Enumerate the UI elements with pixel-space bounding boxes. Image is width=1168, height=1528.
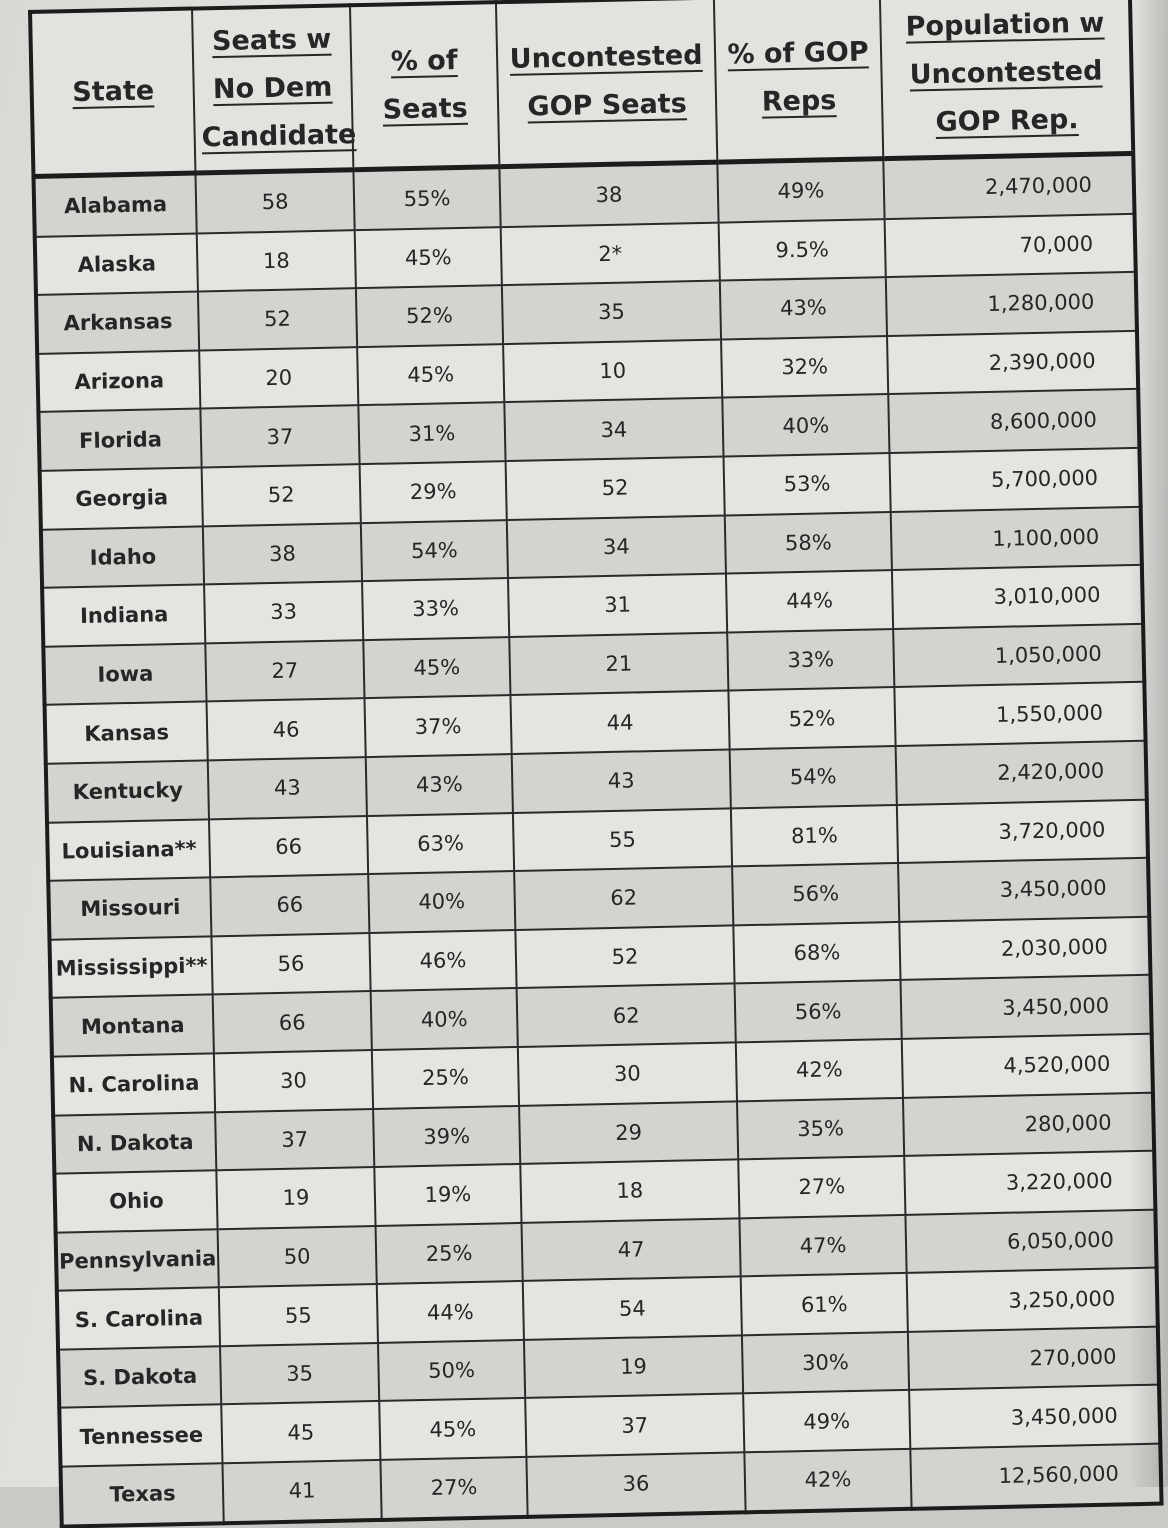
cell-state: Pennsylvania (56, 1229, 219, 1291)
cell-state: Arkansas (36, 292, 199, 354)
cell-pct-seats: 37% (364, 695, 511, 757)
page-edge-shadow (1128, 0, 1168, 1487)
cell-uncontested-gop: 43 (512, 749, 731, 812)
cell-population: 3,450,000 (909, 1385, 1160, 1449)
table-sheet (28, 0, 1168, 1507)
cell-uncontested-gop: 34 (504, 398, 723, 461)
header-uncontested-gop: Uncontested GOP Seats (496, 0, 717, 167)
cell-pct-gop-reps: 40% (722, 394, 889, 456)
cell-uncontested-gop: 35 (502, 281, 721, 344)
cell-uncontested-gop: 30 (518, 1042, 737, 1105)
cell-uncontested-gop: 62 (514, 867, 733, 930)
table-header (30, 0, 1133, 176)
cell-uncontested-gop: 52 (515, 925, 734, 988)
cell-state: N. Dakota (53, 1112, 216, 1174)
cell-state: Missouri (48, 877, 211, 939)
cell-seats-no-dem: 38 (203, 523, 362, 585)
cell-seats-no-dem: 41 (222, 1460, 381, 1523)
cell-uncontested-gop: 10 (503, 339, 722, 402)
cell-state: Alabama (33, 173, 196, 236)
cell-seats-no-dem: 18 (197, 230, 356, 292)
cell-pct-seats: 45% (363, 637, 510, 699)
cell-pct-seats: 39% (373, 1105, 520, 1167)
cell-seats-no-dem: 52 (198, 288, 357, 350)
cell-uncontested-gop: 44 (510, 691, 729, 754)
cell-pct-gop-reps: 49% (717, 159, 884, 223)
header-seats-no-dem: Seats w No Dem Candidate (192, 5, 353, 173)
cell-pct-seats: 43% (366, 754, 513, 816)
cell-population: 3,250,000 (907, 1268, 1158, 1332)
cell-uncontested-gop: 55 (513, 808, 732, 871)
cell-seats-no-dem: 33 (204, 581, 363, 643)
cell-seats-no-dem: 50 (218, 1226, 377, 1288)
header-state: State (30, 9, 195, 177)
cell-population: 3,450,000 (898, 858, 1149, 922)
uncontested-seats-table (28, 0, 1164, 1528)
cell-state: Alaska (35, 233, 198, 295)
cell-seats-no-dem: 20 (199, 347, 358, 409)
cell-seats-no-dem: 43 (208, 757, 367, 819)
cell-pct-seats: 40% (371, 988, 518, 1050)
cell-pct-seats: 63% (367, 813, 514, 875)
cell-population: 1,280,000 (886, 272, 1137, 336)
cell-pct-seats: 31% (358, 402, 505, 464)
cell-state: Idaho (41, 526, 204, 588)
cell-pct-gop-reps: 30% (742, 1332, 909, 1394)
cell-population: 5,700,000 (889, 448, 1140, 512)
cell-pct-gop-reps: 53% (724, 453, 891, 515)
cell-pct-seats: 25% (372, 1047, 519, 1109)
cell-uncontested-gop: 21 (509, 632, 728, 695)
cell-seats-no-dem: 45 (221, 1401, 380, 1463)
cell-pct-gop-reps: 27% (738, 1156, 905, 1218)
cell-state: Montana (51, 995, 214, 1057)
header-population: Population w Uncontested GOP Rep. (880, 0, 1133, 159)
cell-seats-no-dem: 56 (211, 933, 370, 995)
cell-pct-gop-reps: 61% (741, 1273, 908, 1335)
cell-pct-seats: 19% (374, 1164, 521, 1226)
cell-pct-gop-reps: 68% (733, 922, 900, 984)
cell-seats-no-dem: 66 (213, 991, 372, 1053)
cell-uncontested-gop: 34 (507, 515, 726, 578)
cell-uncontested-gop: 62 (517, 984, 736, 1047)
cell-population: 3,220,000 (904, 1151, 1155, 1215)
cell-pct-seats: 55% (353, 167, 500, 230)
cell-state: Arizona (37, 350, 200, 412)
header-pct-seats: % of Seats (350, 2, 499, 170)
cell-pct-gop-reps: 32% (721, 336, 888, 398)
cell-pct-gop-reps: 42% (744, 1449, 911, 1512)
cell-seats-no-dem: 30 (214, 1050, 373, 1112)
cell-state: Iowa (43, 643, 206, 705)
cell-pct-seats: 45% (379, 1398, 526, 1460)
cell-uncontested-gop: 19 (524, 1335, 743, 1398)
cell-pct-gop-reps: 44% (726, 570, 893, 632)
cell-pct-gop-reps: 9.5% (719, 219, 886, 281)
cell-pct-seats: 52% (356, 285, 503, 347)
cell-uncontested-gop: 37 (525, 1394, 744, 1457)
cell-pct-gop-reps: 56% (732, 863, 899, 925)
cell-population: 3,720,000 (897, 799, 1148, 863)
cell-pct-seats: 45% (357, 344, 504, 406)
header-pct-gop-reps: % of GOP Reps (714, 0, 883, 162)
cell-pct-seats: 50% (378, 1340, 525, 1402)
cell-pct-gop-reps: 54% (730, 746, 897, 808)
cell-seats-no-dem: 58 (195, 170, 354, 233)
cell-population: 280,000 (903, 1092, 1154, 1156)
cell-pct-gop-reps: 58% (725, 512, 892, 574)
cell-pct-seats: 54% (361, 520, 508, 582)
cell-pct-seats: 46% (369, 930, 516, 992)
cell-pct-gop-reps: 43% (720, 277, 887, 339)
cell-state: Texas (61, 1463, 224, 1526)
cell-pct-gop-reps: 52% (728, 687, 895, 749)
cell-pct-seats: 44% (377, 1281, 524, 1343)
cell-state: N. Carolina (52, 1053, 215, 1115)
cell-seats-no-dem: 37 (215, 1109, 374, 1171)
cell-seats-no-dem: 55 (219, 1284, 378, 1346)
cell-state: Mississippi** (49, 936, 212, 998)
cell-pct-gop-reps: 56% (735, 980, 902, 1042)
cell-state: Kentucky (46, 760, 209, 822)
cell-pct-gop-reps: 81% (731, 805, 898, 867)
cell-uncontested-gop: 18 (520, 1159, 739, 1222)
cell-state: Tennessee (59, 1405, 222, 1467)
cell-pct-gop-reps: 49% (743, 1390, 910, 1452)
cell-uncontested-gop: 36 (526, 1452, 745, 1516)
cell-state: Kansas (45, 702, 208, 764)
cell-uncontested-gop: 47 (522, 1218, 741, 1281)
cell-seats-no-dem: 66 (209, 816, 368, 878)
header-row (30, 0, 1133, 176)
cell-population: 2,390,000 (887, 331, 1138, 395)
cell-uncontested-gop: 54 (523, 1277, 742, 1340)
cell-uncontested-gop: 29 (519, 1101, 738, 1164)
cell-population: 70,000 (885, 213, 1136, 277)
cell-population: 12,560,000 (910, 1444, 1161, 1509)
cell-state: Georgia (40, 467, 203, 529)
cell-population: 3,010,000 (892, 565, 1143, 629)
cell-state: Louisiana** (47, 819, 210, 881)
table-body (33, 153, 1161, 1526)
cell-seats-no-dem: 35 (220, 1343, 379, 1405)
cell-population: 2,470,000 (883, 153, 1134, 218)
cell-seats-no-dem: 27 (205, 640, 364, 702)
cell-pct-gop-reps: 42% (736, 1039, 903, 1101)
cell-pct-gop-reps: 35% (737, 1097, 904, 1159)
cell-uncontested-gop: 52 (506, 457, 725, 520)
cell-population: 1,100,000 (891, 506, 1142, 570)
cell-pct-gop-reps: 33% (727, 629, 894, 691)
cell-population: 3,450,000 (901, 975, 1152, 1039)
cell-state: S. Carolina (57, 1288, 220, 1350)
cell-uncontested-gop: 2* (501, 222, 720, 285)
cell-population: 2,420,000 (896, 741, 1147, 805)
cell-seats-no-dem: 46 (207, 698, 366, 760)
cell-seats-no-dem: 52 (202, 464, 361, 526)
cell-pct-seats: 45% (355, 227, 502, 289)
cell-state: Indiana (42, 585, 205, 647)
cell-state: S. Dakota (58, 1346, 221, 1408)
cell-population: 4,520,000 (902, 1034, 1153, 1098)
cell-uncontested-gop: 31 (508, 574, 727, 637)
cell-population: 1,550,000 (894, 682, 1145, 746)
cell-population: 8,600,000 (888, 389, 1139, 453)
cell-state: Ohio (54, 1170, 217, 1232)
cell-population: 1,050,000 (893, 624, 1144, 688)
cell-seats-no-dem: 37 (200, 406, 359, 468)
cell-pct-seats: 29% (360, 461, 507, 523)
cell-uncontested-gop: 38 (499, 162, 718, 227)
cell-population: 6,050,000 (905, 1209, 1156, 1273)
cell-population: 2,030,000 (899, 916, 1150, 980)
cell-pct-seats: 25% (376, 1223, 523, 1285)
cell-state: Florida (38, 409, 201, 471)
cell-population: 270,000 (908, 1327, 1159, 1391)
cell-seats-no-dem: 19 (216, 1167, 375, 1229)
cell-pct-seats: 27% (380, 1457, 527, 1520)
cell-seats-no-dem: 66 (210, 874, 369, 936)
cell-pct-gop-reps: 47% (739, 1215, 906, 1277)
cell-pct-seats: 40% (368, 871, 515, 933)
cell-pct-seats: 33% (362, 578, 509, 640)
